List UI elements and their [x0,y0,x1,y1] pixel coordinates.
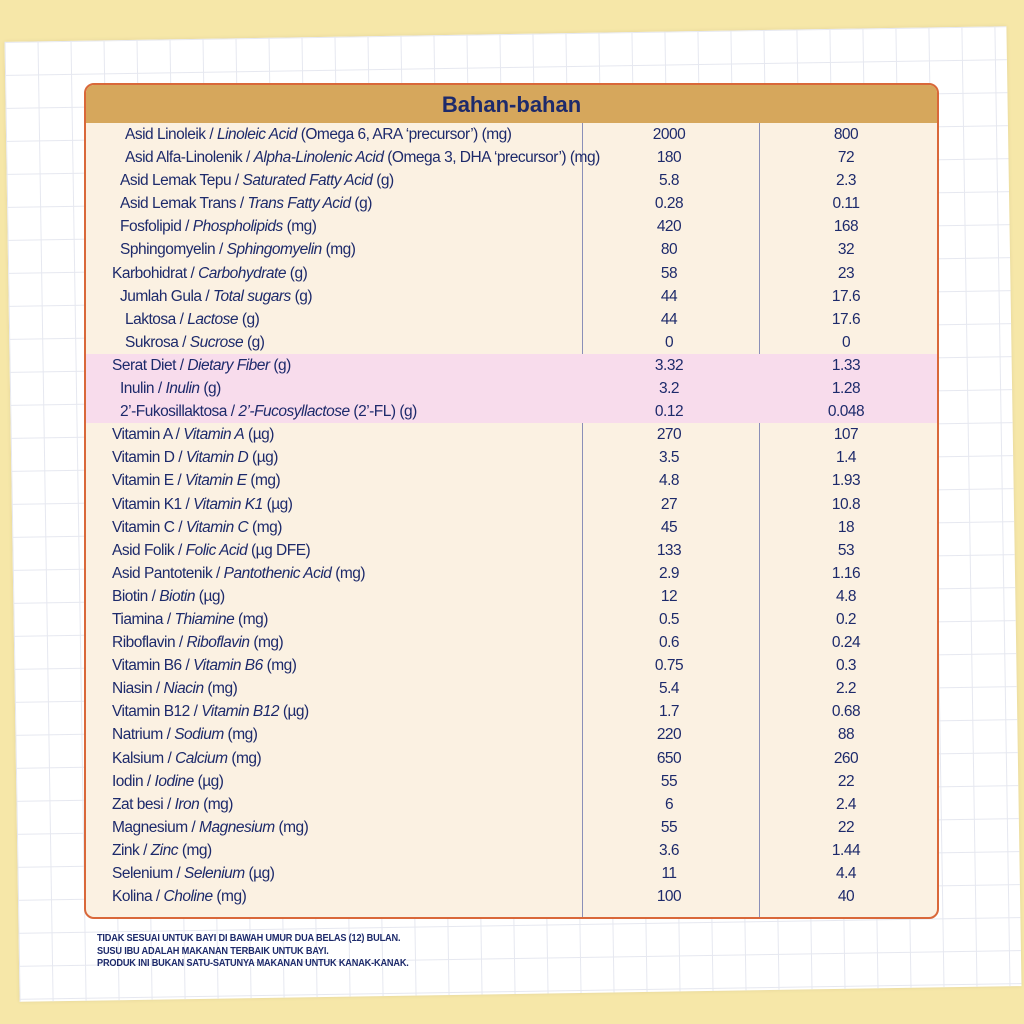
nutrient-unit: (mg) [212,888,247,906]
nutrient-unit: (mg) [234,610,268,628]
nutrient-name-malay: Magnesium [112,818,188,836]
nutrient-name-malay: Jumlah Gula [120,287,202,305]
nutrient-unit: (mg) [246,472,281,490]
table-row [86,562,937,585]
nutrient-unit: (g) [243,333,265,351]
value-per-serving: 0.11 [832,195,860,213]
nutrient-unit: (µg) [279,703,309,721]
nutrient-name-malay: Laktosa [125,310,176,328]
nutrient-name: Vitamin A / Vitamin A (µg) [112,426,274,444]
nutrient-name-malay: Asid Folik [112,541,175,559]
nutrient-name: Vitamin B12 / Vitamin B12 (µg) [112,703,309,721]
table-row [86,793,937,816]
value-per-100g: 220 [656,726,682,744]
table-row [86,377,937,400]
nutrient-name-english: Folic Acid [185,541,248,559]
nutrient-name: Zink / Zinc (mg) [112,841,212,859]
nutrient-name-english: Sodium [174,726,224,744]
footer-line-3: PRODUK INI BUKAN SATU-SATUNYA MAKANAN UNTUK KANAK-KANAK. [97,958,409,969]
value-per-100g: 420 [656,218,682,236]
table-row [86,839,937,862]
table-row [86,354,937,377]
nutrient-name: Magnesium / Magnesium (mg) [112,818,309,836]
nutrient-unit: (µg) [244,426,274,444]
value-per-serving: 0.68 [831,703,861,721]
value-per-100g: 270 [656,426,682,444]
value-per-100g: 5.4 [658,680,680,698]
nutrient-name: Karbohidrat / Carbohydrate (g) [112,264,308,282]
value-per-serving: 40 [837,888,855,906]
nutrient-name-english: Zinc [150,841,179,859]
table-row [86,192,937,215]
value-per-100g: 1.7 [658,703,680,721]
nutrient-name-malay: Inulin [120,380,155,398]
nutrient-name-english: Sucrose [189,333,244,351]
value-per-serving: 17.6 [831,287,861,305]
nutrient-name: Kolina / Choline (mg) [112,888,247,906]
nutrient-name: Asid Linoleik / Linoleic Acid (Omega 6, ARA ‘precursor’) (mg) [125,126,512,143]
table-row [86,331,937,354]
nutrient-name: 2’-Fukosillaktosa / 2’-Fucosyllactose (2’-FL) (g) [120,403,417,421]
nutrient-unit: (mg) [249,634,284,652]
value-per-serving: 0 [841,333,851,351]
nutrient-name-malay: Zink [112,841,140,859]
table-row [86,493,937,516]
table-row [86,516,937,539]
table-row [86,723,937,746]
value-per-serving: 18 [837,518,855,536]
nutrient-unit: (Omega 3, DHA ‘precursor’) (mg) [383,149,600,167]
nutrient-unit: (mg) [331,564,366,582]
nutrient-name: Riboflavin / Riboflavin (mg) [112,634,284,652]
value-per-serving: 4.4 [835,865,857,882]
nutrient-unit: (µg) [194,587,225,605]
value-per-100g: 55 [660,772,678,790]
nutrient-unit: (mg) [223,726,258,744]
nutrient-name-english: Dietary Fiber [187,356,270,374]
value-per-serving: 22 [837,818,855,836]
value-per-100g: 3.5 [658,449,680,467]
nutrient-name-malay: Vitamin K1 [112,495,182,513]
nutrient-name-english: Magnesium [199,818,275,836]
nutrient-name-english: Vitamin A [183,426,245,444]
nutrient-name-malay: Zat besi [112,795,164,813]
table-row [86,423,937,446]
value-per-serving: 2.3 [835,172,857,190]
nutrient-name: Sphingomyelin / Sphingomyelin (mg) [120,241,356,259]
value-per-100g: 5.8 [658,172,680,190]
nutrient-name-malay: Biotin [112,587,148,605]
nutrient-unit: (g) [199,380,221,398]
table-row [86,585,937,608]
nutrient-name-english: 2’-Fucosyllactose [238,403,350,421]
nutrient-name-english: Phospholipids [192,218,283,236]
nutrient-name: Serat Diet / Dietary Fiber (g) [112,356,291,374]
table-row [86,285,937,308]
nutrient-name-english: Alpha-Linolenic Acid [253,149,384,167]
nutrient-name: Laktosa / Lactose (g) [125,310,260,328]
value-per-serving: 2.2 [835,680,857,698]
nutrient-unit: (g) [372,172,394,190]
nutrient-name-english: Lactose [187,310,239,328]
value-per-100g: 2.9 [658,564,680,582]
value-per-100g: 27 [660,495,678,513]
nutrient-unit: (g) [350,195,372,213]
table-row [86,400,937,423]
nutrient-name: Sukrosa / Sucrose (g) [125,333,265,351]
nutrient-name-english: Saturated Fatty Acid [242,172,373,190]
nutrient-name: Asid Folik / Folic Acid (µg DFE) [112,541,311,559]
table-row [86,631,937,654]
nutrient-name: Kalsium / Calcium (mg) [112,749,262,767]
table-row [86,677,937,700]
nutrient-name-english: Sphingomyelin [226,241,322,259]
table-row [86,238,937,261]
table-row [86,169,937,192]
value-per-100g: 0 [664,333,674,351]
nutrient-unit: (µg) [244,865,275,882]
nutrient-name-english: Calcium [175,749,228,767]
footer-disclaimer [97,933,409,971]
nutrient-name-malay: Sukrosa [125,333,179,351]
nutrient-name: Asid Alfa-Linolenik / Alpha-Linolenic Acid (Omega 3, DHA ‘precursor’) (mg) [125,149,600,167]
nutrient-name-malay: Selenium [112,865,173,882]
nutrient-name-english: Pantothenic Acid [223,564,332,582]
table-row [86,123,937,146]
value-per-serving: 4.8 [835,587,857,605]
nutrient-name-malay: Karbohidrat [112,264,187,282]
nutrient-name-english: Vitamin E [184,472,247,490]
value-per-100g: 0.6 [658,634,680,652]
value-per-serving: 1.33 [831,356,861,374]
nutrient-name-english: Iron [174,795,200,813]
nutrient-unit: (Omega 6, ARA ‘precursor’) (mg) [296,126,512,143]
nutrient-unit: (µg) [262,495,293,513]
value-per-100g: 3.6 [658,841,680,859]
nutrient-name: Jumlah Gula / Total sugars (g) [120,287,313,305]
value-per-serving: 1.16 [831,564,861,582]
nutrient-unit: (µg DFE) [247,541,311,559]
value-per-serving: 0.048 [827,403,865,421]
nutrient-name: Tiamina / Thiamine (mg) [112,610,268,628]
nutrient-unit: (2’-FL) (g) [349,403,417,421]
value-per-serving: 0.2 [835,610,857,628]
value-per-serving: 1.93 [831,472,861,490]
nutrient-name-malay: Tiamina [112,610,164,628]
nutrient-name-english: Niacin [163,680,204,698]
table-row [86,446,937,469]
value-per-serving: 72 [837,149,855,167]
value-per-100g: 0.75 [654,657,684,675]
value-per-serving: 53 [837,541,855,559]
table-row [86,215,937,238]
value-per-100g: 3.32 [654,356,684,374]
value-per-serving: 107 [833,426,859,444]
nutrient-name-malay: Serat Diet [112,356,176,374]
value-per-serving: 168 [833,218,859,236]
nutrient-name-malay: Niasin [112,680,153,698]
nutrient-name-malay: Vitamin B6 [112,657,182,675]
nutrient-unit: (mg) [274,818,309,836]
value-per-serving: 1.4 [835,449,857,467]
nutrient-name: Inulin / Inulin (g) [120,380,221,398]
value-per-serving: 2.4 [835,795,857,813]
table-row [86,654,937,677]
nutrient-name-english: Trans Fatty Acid [247,195,351,213]
nutrient-unit: (mg) [262,657,297,675]
nutrient-name-malay: Natrium [112,726,163,744]
nutrient-unit: (µg) [193,772,224,790]
nutrient-name-malay: Kalsium [112,749,164,767]
value-per-100g: 80 [660,241,678,259]
nutrient-name-malay: 2’-Fukosillaktosa [120,403,227,421]
nutrient-name: Selenium / Selenium (µg) [112,865,275,882]
nutrient-unit: (g) [290,287,313,305]
table-row [86,262,937,285]
table-row [86,770,937,793]
value-per-serving: 800 [833,126,859,143]
value-per-serving: 10.8 [831,495,861,513]
nutrient-unit: (g) [269,356,291,374]
nutrient-name: Natrium / Sodium (mg) [112,726,258,744]
table-row [86,539,937,562]
nutrient-name: Biotin / Biotin (µg) [112,587,225,605]
nutrient-name-english: Inulin [165,380,200,398]
nutrient-name-malay: Vitamin A [112,426,172,444]
nutrient-name: Vitamin B6 / Vitamin B6 (mg) [112,657,297,675]
nutrient-name-malay: Vitamin C [112,518,175,536]
value-per-100g: 100 [656,888,682,906]
nutrient-name-malay: Fosfolipid [120,218,182,236]
value-per-serving: 0.24 [831,634,861,652]
table-row [86,146,937,169]
nutrient-name: Iodin / Iodine (µg) [112,772,224,790]
table-row [86,862,937,885]
ingredients-panel [84,83,939,919]
value-per-100g: 45 [660,518,678,536]
nutrient-name: Asid Lemak Tepu / Saturated Fatty Acid (g) [120,172,394,190]
value-per-serving: 1.44 [831,841,861,859]
value-per-100g: 55 [660,818,678,836]
nutrient-name-english: Vitamin B12 [201,703,280,721]
nutrient-name-english: Biotin [159,587,195,605]
value-per-100g: 0.5 [658,610,680,628]
table-row [86,469,937,492]
nutrient-name-malay: Vitamin E [112,472,174,490]
value-per-serving: 23 [837,264,855,282]
nutrient-name-malay: Vitamin B12 [112,703,190,721]
footer-line-1: TIDAK SESUAI UNTUK BAYI DI BAWAH UMUR DUA BELAS (12) BULAN. [97,933,401,944]
nutrient-name-malay: Asid Alfa-Linolenik [125,149,243,167]
nutrient-name-english: Riboflavin [186,634,250,652]
nutrient-name: Vitamin E / Vitamin E (mg) [112,472,281,490]
nutrient-unit: (g) [285,264,308,282]
nutrient-name: Fosfolipid / Phospholipids (mg) [120,218,317,236]
value-per-100g: 58 [660,264,678,282]
nutrient-name: Niasin / Niacin (mg) [112,680,238,698]
nutrient-name-malay: Asid Linoleik [125,126,206,143]
table-row [86,308,937,331]
value-per-100g: 2000 [652,126,686,143]
nutrient-name-english: Thiamine [174,610,235,628]
value-per-serving: 260 [833,749,859,767]
value-per-serving: 88 [837,726,855,744]
nutrient-name-english: Vitamin D [185,449,249,467]
value-per-100g: 650 [656,749,682,767]
table-row [86,816,937,839]
nutrient-unit: (mg) [282,218,317,236]
value-per-100g: 0.28 [654,195,684,213]
value-per-100g: 3.2 [658,380,680,398]
table-row [86,885,937,908]
nutrient-name-english: Linoleic Acid [216,126,297,143]
nutrient-name-english: Iodine [154,772,194,790]
nutrient-unit: (g) [238,310,260,328]
nutrient-name-english: Carbohydrate [198,264,286,282]
value-per-100g: 133 [656,541,682,559]
panel-title: Bahan-bahan [86,85,937,123]
nutrient-name-malay: Iodin [112,772,144,790]
nutrient-name-malay: Asid Pantotenik [112,564,213,582]
nutrient-name: Vitamin C / Vitamin C (mg) [112,518,282,536]
nutrient-name-malay: Kolina [112,888,153,906]
nutrient-name-malay: Sphingomyelin [120,241,216,259]
value-per-serving: 22 [837,772,855,790]
nutrient-unit: (mg) [321,241,356,259]
value-per-100g: 44 [660,287,678,305]
nutrient-unit: (µg) [248,449,278,467]
nutrient-unit: (mg) [178,841,212,859]
value-per-serving: 32 [837,241,855,259]
value-per-serving: 0.3 [835,657,857,675]
nutrient-name-english: Selenium [184,865,245,882]
nutrient-name-english: Choline [163,888,213,906]
nutrient-name-english: Vitamin C [185,518,249,536]
table-row [86,747,937,770]
footer-line-2: SUSU IBU ADALAH MAKANAN TERBAIK UNTUK BAYI. [97,945,329,957]
nutrient-name-malay: Riboflavin [112,634,176,652]
nutrient-unit: (mg) [199,795,233,813]
nutrient-name-malay: Asid Lemak Trans [120,195,237,213]
value-per-100g: 44 [660,310,678,328]
value-per-100g: 180 [656,149,682,167]
nutrient-unit: (mg) [227,749,262,767]
nutrient-name: Vitamin D / Vitamin D (µg) [112,449,278,467]
value-per-100g: 0.12 [654,403,684,421]
nutrient-unit: (mg) [203,680,238,698]
nutrition-rows [86,123,937,908]
value-per-100g: 11 [661,865,677,882]
nutrient-unit: (mg) [248,518,282,536]
nutrient-name: Asid Lemak Trans / Trans Fatty Acid (g) [120,195,372,213]
value-per-100g: 4.8 [658,472,680,490]
value-per-100g: 6 [664,795,674,813]
table-row [86,608,937,631]
value-per-100g: 12 [660,587,678,605]
nutrient-name-english: Vitamin K1 [193,495,263,513]
value-per-serving: 17.6 [831,310,861,328]
value-per-serving: 1.28 [831,380,861,398]
nutrient-name-english: Total sugars [212,287,291,305]
nutrient-name-malay: Vitamin D [112,449,175,467]
nutrient-name: Vitamin K1 / Vitamin K1 (µg) [112,495,293,513]
table-row [86,700,937,723]
nutrient-name-malay: Asid Lemak Tepu [120,172,232,190]
nutrient-name-english: Vitamin B6 [193,657,263,675]
nutrient-name: Zat besi / Iron (mg) [112,795,233,813]
nutrient-name: Asid Pantotenik / Pantothenic Acid (mg) [112,564,366,582]
